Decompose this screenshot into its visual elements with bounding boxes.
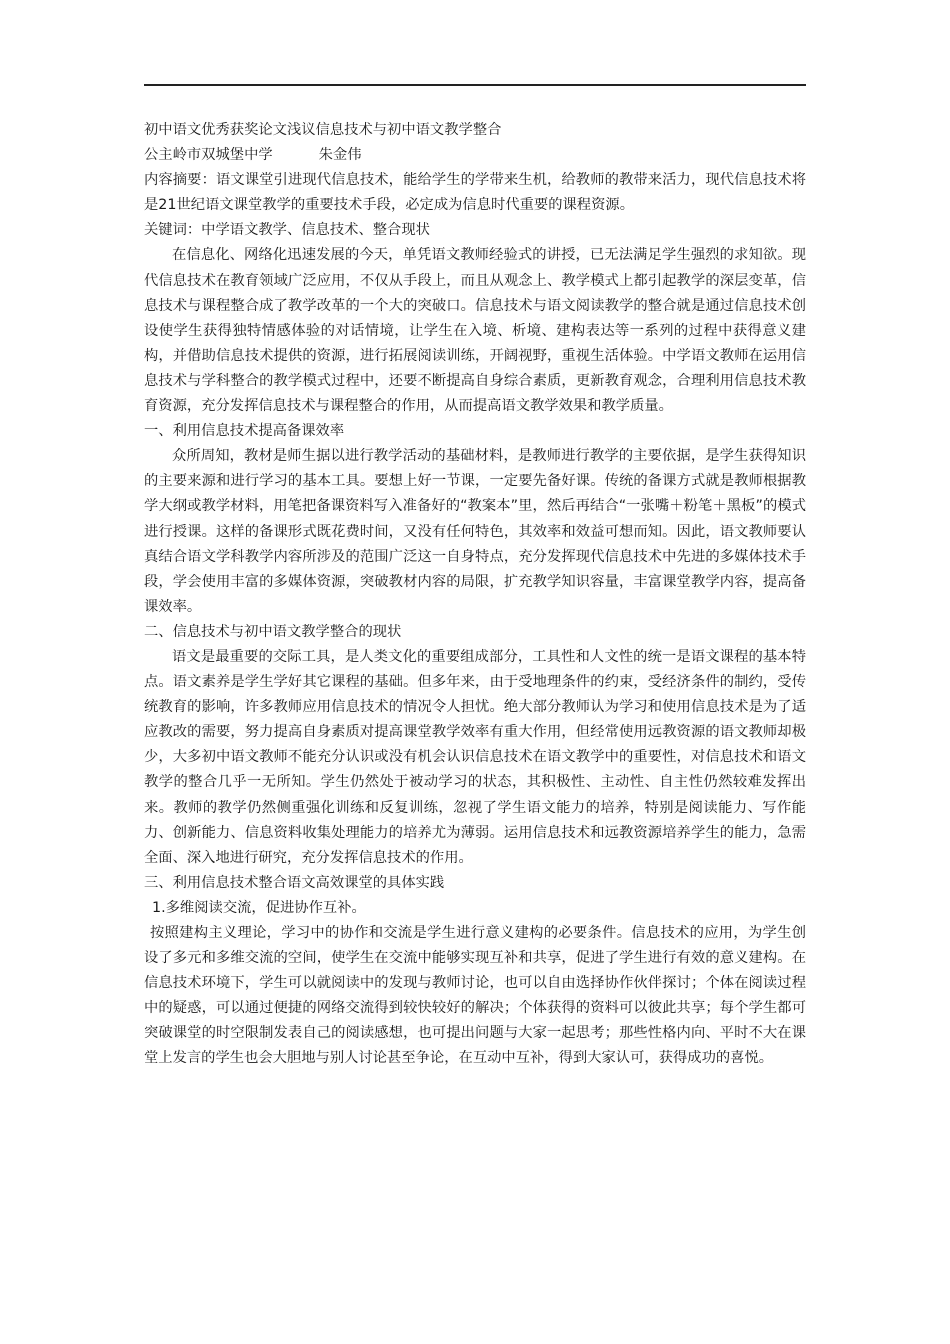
subsection-1-paragraph: 按照建构主义理论，学习中的协作和交流是学生进行意义建构的必要条件。信息技术的应用，为学生创设了多元和多维交流的空间，使学生在交流中能够实现互补和共享，促进了学生进行有效的意义建构。在信息技术环境下，学生可以就阅读中的发现与教师讨论，也可以自由选择协作伙伴探讨；个体在阅读过程中的疑惑，可以通过便捷的网络交流得到较快较好的解决；个体获得的资料可以彼此共享；每个学生都可突破课堂的时空限制发表自己的阅读感想，也可提出问题与大家一起思考；那些性格内向、平时不大在课堂上发言的学生也会大胆地与别人讨论甚至争论，在互动中互补，得到大家认可，获得成功的喜悦。 <box>144 925 806 1067</box>
section-1-paragraph: 众所周知，教材是师生据以进行教学活动的基础材料，是教师进行教学的主要依据，是学生获得知识的主要来源和进行学习的基本工具。要想上好一节课，一定要先备好课。传统的备课方式就是教师根据教学大纲或教学材料，用笔把备课资料写入准备好的“教案本”里，然后再结合“一张嘴＋粉笔＋黑板”的模式进行授课。这样的备课形式既花费时间，又没有任何特色，其效率和效益可想而知。因此，语文教师要认真结合语文学科教学内容所涉及的范围广泛这一自身特点，充分发挥现代信息技术中先进的多媒体技术手段，学会使用丰富的多媒体资源，突破教材内容的局限，扩充教学知识容量，丰富课堂教学内容，提高备课效率。 <box>144 448 806 615</box>
section-2-heading: 二、信息技术与初中语文教学整合的现状 <box>144 623 402 640</box>
section-1-heading: 一、利用信息技术提高备课效率 <box>144 423 345 440</box>
intro-paragraph: 在信息化、网络化迅速发展的今天，单凭语文教师经验式的讲授，已无法满足学生强烈的求知欲。现代信息技术在教育领域广泛应用，不仅从手段上，而且从观念上、教学模式上都引起教学的深层变革，信息技术与课程整合成了教学改革的一个大的突破口。信息技术与语文阅读教学的整合就是通过信息技术创设使学生获得独特情感体验的对话情境，让学生在入境、析境、建构表达等一系列的过程中获得意义建构，并借助信息技术提供的资源，进行拓展阅读训练，开阔视野，重视生活体验。中学语文教师在运用信息技术与学科整合的教学模式过程中，还要不断提高自身综合素质，更新教育观念，合理利用信息技术教育资源，充分发挥信息技术与课程整合的作用，从而提高语文教学效果和教学质量。 <box>144 247 806 415</box>
author-school: 公主岭市双城堡中学 <box>144 147 273 164</box>
header-rule <box>144 84 806 86</box>
abstract: 内容摘要：语文课堂引进现代信息技术，能给学生的学带来生机，给教师的教带来活力，现代信息技术将是21世纪语文课堂教学的重要技术手段，必定成为信息时代重要的课程资源。 <box>144 172 806 214</box>
document-body <box>144 118 806 1072</box>
keywords: 关键词：中学语文教学、信息技术、整合现状 <box>144 222 430 239</box>
author-name: 朱金伟 <box>318 147 362 164</box>
subsection-1-heading: 1.多维阅读交流，促进协作互补。 <box>152 899 366 916</box>
author-line <box>144 143 806 168</box>
section-2-paragraph: 语文是最重要的交际工具，是人类文化的重要组成部分，工具性和人文性的统一是语文课程的基本特点。语文素养是学生学好其它课程的基础。但多年来，由于受地理条件的约束，受经济条件的制约，受传统教育的影响，许多教师应用信息技术的情况令人担忧。绝大部分教师认为学习和使用信息技术是为了适应教改的需要，努力提高自身素质对提高课堂教学效率有重大作用，但经常使用远教资源的语文教师却极少，大多初中语文教师不能充分认识或没有机会认识信息技术在语文教学中的重要性，对信息技术和语文教学的整合几乎一无所知。学生仍然处于被动学习的状态，其积极性、主动性、自主性仍然较难发挥出来。教师的教学仍然侧重强化训练和反复训练，忽视了学生语文能力的培养，特别是阅读能力、写作能力、创新能力、信息资料收集处理能力的培养尤为薄弱。运用信息技术和远教资源培养学生的能力，急需全面、深入地进行研究，充分发挥信息技术的作用。 <box>144 648 806 866</box>
document-title: 初中语文优秀获奖论文浅议信息技术与初中语文教学整合 <box>144 122 502 138</box>
section-3-heading: 三、利用信息技术整合语文高效课堂的具体实践 <box>144 874 445 891</box>
